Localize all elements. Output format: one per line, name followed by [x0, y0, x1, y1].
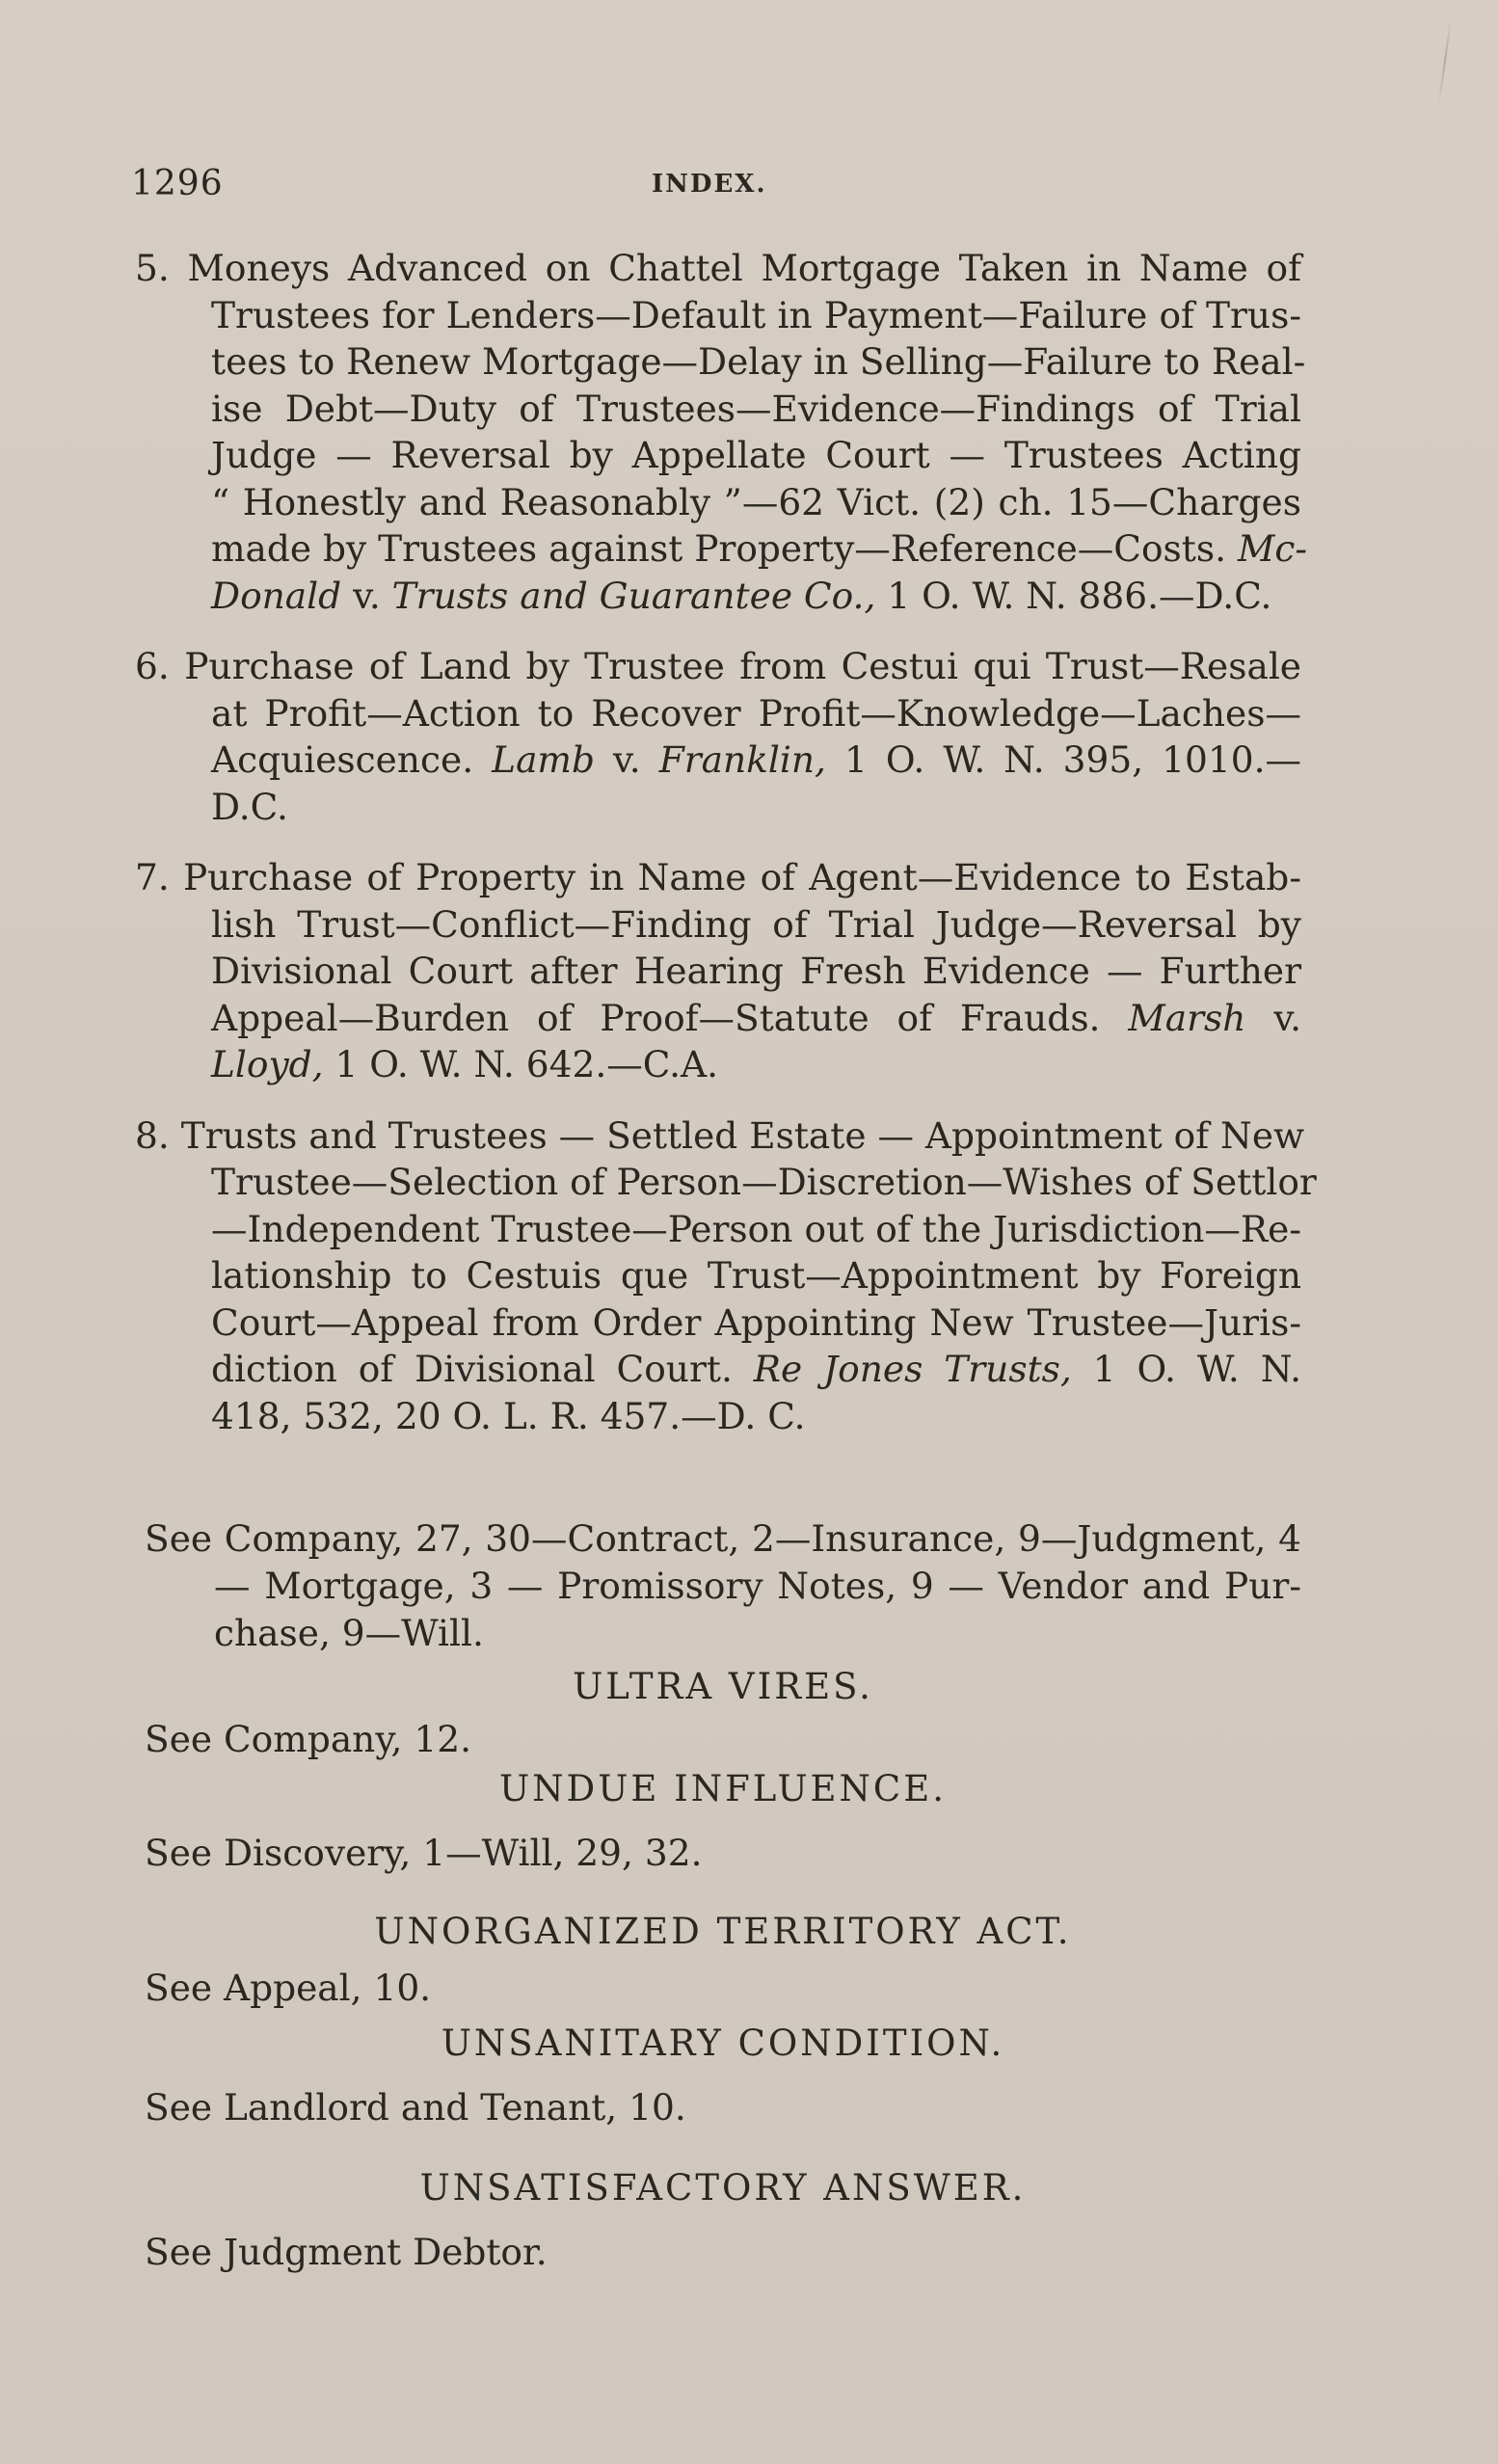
- case-party-2: Franklin,: [658, 738, 826, 781]
- section-reference: See Landlord and Tenant, 10.: [145, 2086, 686, 2129]
- entry-line: Judge — Reversal by Appellate Court — Trustees Acting: [211, 434, 1301, 476]
- entry-line: made by Trustees against Property—Reference—Costs.: [211, 527, 1227, 570]
- court-abbreviation: D.C.: [211, 785, 288, 828]
- entry-line: tees to Renew Mortgage—Delay in Selling—Failure to Real-: [211, 340, 1306, 383]
- section-reference: See Company, 12.: [145, 1718, 472, 1760]
- index-entry-5: [135, 245, 1308, 619]
- entry-line: “ Honestly and Reasonably ”—62 Vict. (2) ch. 15—Charges: [211, 480, 1301, 523]
- entry-line: Purchase of Property in Name of Agent—Evidence to Estab-: [182, 856, 1301, 898]
- index-entry-6: [135, 643, 1301, 830]
- index-entry-8: [135, 1112, 1317, 1440]
- see-also-line: chase, 9—Will.: [214, 1612, 484, 1654]
- see-also-line: See Company, 27, 30—Contract, 2—Insurance, 9—Judgment, 4: [145, 1517, 1301, 1560]
- entry-number: 6.: [135, 645, 170, 687]
- section-heading: UNSANITARY CONDITION.: [441, 2022, 1005, 2064]
- see-also-line: — Mortgage, 3 — Promissory Notes, 9 — Vendor and Pur-: [214, 1565, 1301, 1607]
- index-entry-7: [135, 854, 1301, 1088]
- section-heading: UNORGANIZED TERRITORY ACT.: [374, 1911, 1072, 1952]
- index-entries: [135, 245, 1317, 1463]
- versus: v.: [613, 738, 641, 781]
- section-heading: ULTRA VIRES.: [573, 1666, 873, 1707]
- entry-line: at Profit—Action to Recover Profit—Knowledge—Laches—: [211, 691, 1301, 735]
- entry-line: diction of Divisional Court.: [211, 1348, 733, 1390]
- page-edge-mark: [1438, 17, 1453, 103]
- section-reference: See Judgment Debtor.: [145, 2231, 548, 2273]
- case-party-1: Marsh: [1128, 996, 1246, 1039]
- entry-line: Appeal—Burden of Proof—Statute of Frauds.: [211, 996, 1101, 1039]
- versus: v.: [1273, 996, 1301, 1039]
- case-citation: [135, 1346, 1301, 1393]
- entry-line: Trusts and Trustees — Settled Estate — Appointment of New: [180, 1113, 1305, 1157]
- entry-number: 5.: [135, 247, 170, 289]
- running-head: [131, 164, 1307, 206]
- report-reference: 1 O. W. N.: [1092, 1348, 1302, 1390]
- entry-line: ise Debt—Duty of Trustees—Evidence—Findings of Trial: [211, 387, 1301, 430]
- case-citation: [135, 737, 1301, 784]
- case-party-2: Trusts and Guarantee Co.,: [391, 574, 876, 617]
- report-reference: 1 O. W. N. 642.—C.A.: [334, 1043, 719, 1085]
- report-reference-continued: 418, 532, 20 O. L. R. 457.—D. C.: [211, 1394, 806, 1437]
- entry-line: Moneys Advanced on Chattel Mortgage Taken in Name of: [187, 247, 1302, 289]
- case-party-2: Lloyd,: [211, 1043, 324, 1085]
- entry-number: 8.: [135, 1113, 170, 1157]
- versus: v.: [353, 574, 381, 617]
- entry-line: —Independent Trustee—Person out of the Jurisdiction—Re-: [211, 1207, 1301, 1250]
- report-reference: 1 O. W. N. 395, 1010.—: [844, 738, 1302, 781]
- entry-line: Divisional Court after Hearing Fresh Evidence — Further: [211, 950, 1301, 992]
- entry-line: Trustee—Selection of Person—Discretion—Wishes of Settlor: [211, 1161, 1317, 1203]
- running-title: INDEX.: [652, 170, 767, 199]
- section-reference: See Appeal, 10.: [145, 1967, 432, 2009]
- case-party-1: Lamb: [492, 738, 595, 781]
- entry-line: Acquiescence.: [211, 738, 474, 781]
- entry-line: Purchase of Land by Trustee from Cestui qui Trust—Resale: [184, 645, 1302, 687]
- see-also-block: [145, 1515, 1301, 1657]
- entry-number: 7.: [135, 856, 170, 898]
- case-citation: [135, 995, 1301, 1042]
- entry-line: Court—Appeal from Order Appointing New Trustee—Juris-: [211, 1300, 1301, 1344]
- section-heading: UNSATISFACTORY ANSWER.: [419, 2167, 1027, 2209]
- page-number: 1296: [131, 164, 224, 203]
- case-party-1: Re Jones Trusts,: [753, 1348, 1072, 1390]
- report-reference: 1 O. W. N. 886.—D.C.: [887, 574, 1272, 617]
- section-heading: UNDUE INFLUENCE.: [498, 1768, 948, 1809]
- case-citation: [135, 573, 1301, 620]
- entry-line: lationship to Cestuis que Trust—Appointment by Foreign: [211, 1254, 1301, 1297]
- entry-line: lish Trust—Conflict—Finding of Trial Judge—Reversal by: [211, 902, 1301, 946]
- entry-line: Trustees for Lenders—Default in Payment—Failure of Trus-: [211, 293, 1301, 336]
- case-party-1: Donald: [211, 574, 342, 617]
- section-reference: See Discovery, 1—Will, 29, 32.: [145, 1832, 703, 1874]
- case-name-fragment: Mc-: [1237, 527, 1308, 570]
